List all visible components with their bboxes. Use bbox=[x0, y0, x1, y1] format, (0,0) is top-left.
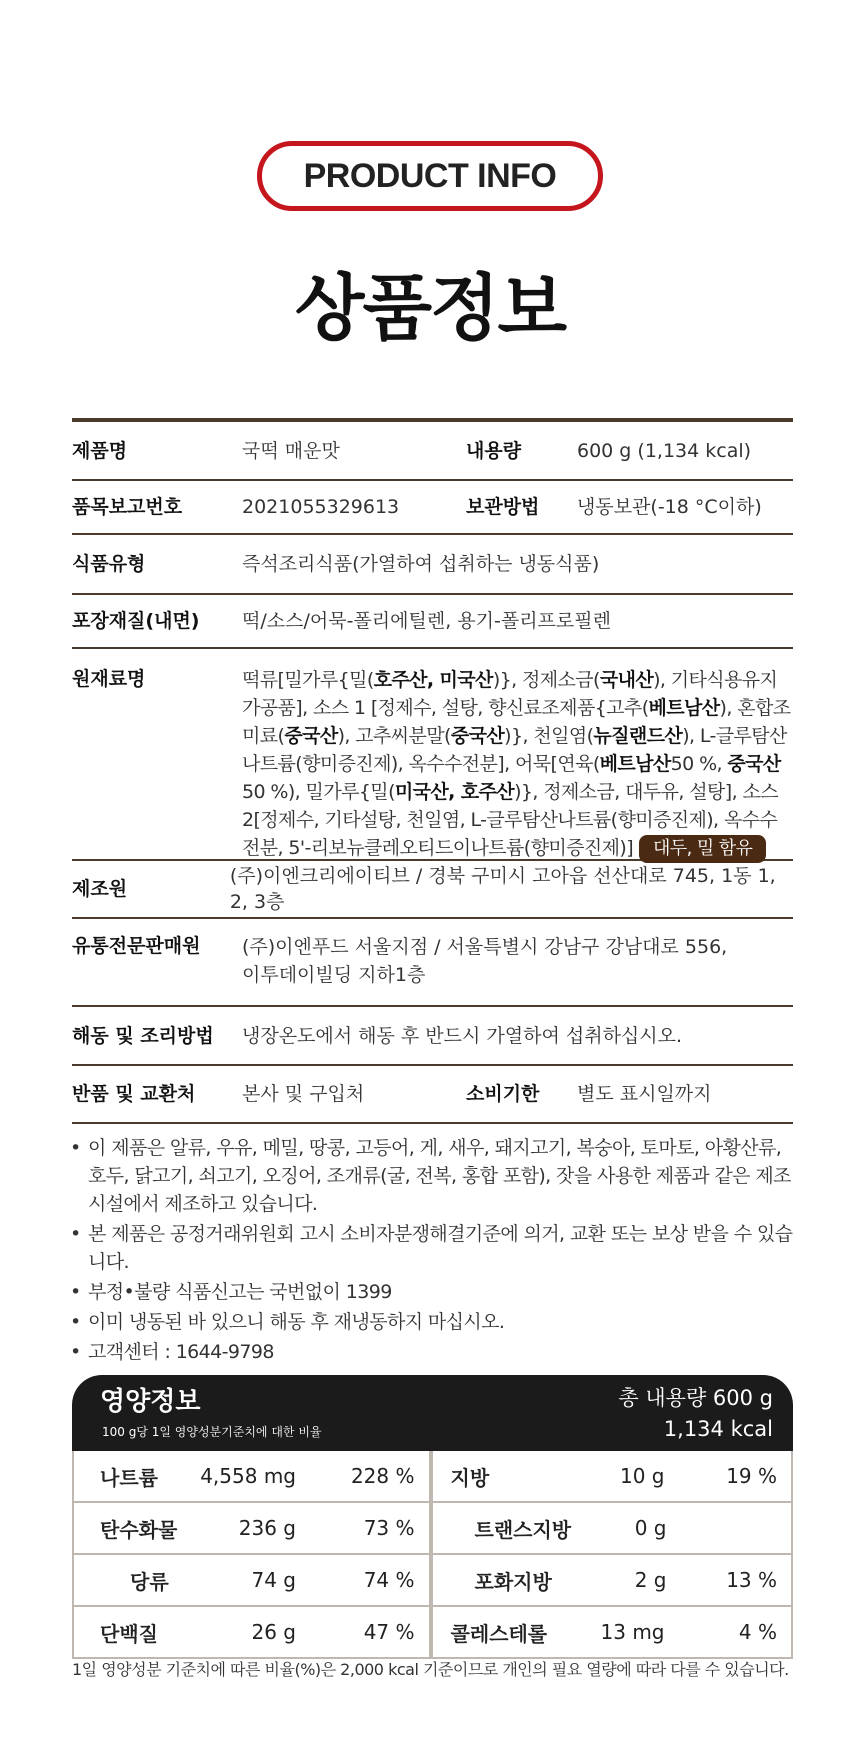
nutrient-percent: 19 % bbox=[726, 1464, 777, 1488]
nutrient-percent: 228 % bbox=[350, 1464, 415, 1488]
page-title: 상품정보 bbox=[294, 266, 566, 350]
nutrient-name: 당류 bbox=[130, 1569, 169, 1594]
cooking-value: 냉장온도에서 해동 후 반드시 가열하여 섭취하십시오. bbox=[242, 1024, 683, 1047]
ingredients-label: 원재료명 bbox=[72, 668, 146, 690]
return-value: 본사 및 구입처 bbox=[242, 1083, 365, 1105]
nutrient-percent: 13 % bbox=[726, 1568, 777, 1592]
nutrition-grid bbox=[72, 1451, 793, 1659]
product-name-label: 제품명 bbox=[72, 439, 128, 462]
nutrition-subtitle: 100 g당 1일 영양성분기준치에 대한 비율 bbox=[102, 1425, 322, 1439]
nutrition-footnote: 1일 영양성분 기준치에 따른 비율(%)은 2,000 kcal 기준이므로 개인의 필요 열량에 따라 다를 수 있습니다. bbox=[72, 1660, 789, 1679]
nutrient-percent: 47 % bbox=[363, 1620, 415, 1644]
nutrient-amount: 0 g bbox=[634, 1516, 667, 1540]
info-row-distributor bbox=[72, 919, 793, 1007]
ingredients-value: 떡류[밀가루{밀(호주산, 미국산)}, 정제소금(국내산), 기타식용유지가공품], 소스 1 [정제수, 설탕, 향신료조제품{고추(베트남산), 혼합조미료(중국산), 고추씨분말(중국산)}, 천일염(뉴질랜드산), L-글루탐산나트륨(향미증진제), 옥수수전분], 어묵[연육(베트남산50 %, 중국산50 %), 밀가루{밀(미국산, 호주산)}, 정제소금, 대두유, 설탕], 소스 2[정제수, 기타설탕, 천일염, L-글루탐산나트륨(향미증진제), 옥수수전분, 5'-리보뉴클레오티드이나트륨(향미증진제)] 대두, 밀 함유 bbox=[242, 666, 793, 863]
info-row-food-type bbox=[72, 535, 793, 595]
volume-label: 내용량 bbox=[466, 439, 522, 462]
return-label: 반품 및 교환처 bbox=[72, 1083, 196, 1105]
packaging-value: 떡/소스/어묵-폴리에틸렌, 용기-폴리프로필렌 bbox=[242, 610, 611, 632]
info-row-packaging bbox=[72, 595, 793, 649]
food-type-label: 식품유형 bbox=[72, 553, 146, 575]
expiry-label: 소비기한 bbox=[466, 1083, 540, 1105]
info-row-return bbox=[72, 1066, 793, 1124]
nutrient-name: 포화지방 bbox=[474, 1569, 552, 1594]
food-type-value: 즉석조리식품(가열하여 섭취하는 냉동식품) bbox=[242, 553, 600, 575]
notice-item: • 부정•불량 식품신고는 국번없이 1399 bbox=[70, 1278, 800, 1306]
nutrient-name: 지방 bbox=[450, 1465, 490, 1490]
volume-value: 600 g (1,134 kcal) bbox=[577, 439, 752, 462]
info-row-report bbox=[72, 481, 793, 535]
nutrient-name: 나트륨 bbox=[100, 1465, 158, 1490]
manufacturer-value: (주)이엔크리에이티브 / 경북 구미시 고아읍 선산대로 745, 1동 1, 2, 3층 bbox=[229, 865, 776, 913]
nutrient-amount: 236 g bbox=[238, 1516, 296, 1540]
nutrition-facts bbox=[72, 1375, 793, 1659]
nutrient-name: 탄수화물 bbox=[100, 1517, 178, 1542]
info-row-cooking bbox=[72, 1007, 793, 1066]
nutrition-header bbox=[72, 1375, 793, 1451]
notice-item: • 본 제품은 공정거래위원회 고시 소비자분쟁해결기준에 의거, 교환 또는 보상 받을 수 있습니다. bbox=[70, 1220, 800, 1276]
nutrient-sodium bbox=[74, 1451, 433, 1503]
nutrient-name: 콜레스테롤 bbox=[450, 1621, 548, 1646]
allergy-badge: 대두, 밀 함유 bbox=[639, 835, 766, 863]
product-info-badge: PRODUCT INFO bbox=[257, 141, 603, 211]
distributor-line-2: 이투데이빌딩 지하1층 bbox=[242, 964, 426, 986]
nutrient-protein bbox=[74, 1607, 433, 1659]
distributor-value bbox=[242, 933, 727, 989]
nutrient-amount: 4,558 mg bbox=[200, 1464, 296, 1488]
packaging-label: 포장재질(내면) bbox=[72, 610, 200, 632]
nutrient-percent: 73 % bbox=[363, 1516, 415, 1540]
notice-item: • 이미 냉동된 바 있으니 해동 후 재냉동하지 마십시오. bbox=[70, 1308, 800, 1336]
nutrient-sugars bbox=[74, 1555, 433, 1607]
info-row-ingredients bbox=[72, 649, 793, 861]
notice-item: • 고객센터 : 1644-9798 bbox=[70, 1338, 800, 1366]
nutrient-trans-fat bbox=[433, 1503, 792, 1555]
nutrition-title: 영양정보 bbox=[100, 1387, 201, 1417]
nutrient-name: 트랜스지방 bbox=[474, 1517, 572, 1542]
nutrient-amount: 26 g bbox=[251, 1620, 296, 1644]
nutrient-saturated-fat bbox=[433, 1555, 792, 1607]
nutrient-amount: 13 mg bbox=[600, 1620, 665, 1644]
nutrient-carbohydrate bbox=[74, 1503, 433, 1555]
info-row-name bbox=[72, 422, 793, 481]
storage-label: 보관방법 bbox=[466, 496, 540, 518]
manufacturer-label: 제조원 bbox=[72, 878, 128, 900]
nutrient-amount: 2 g bbox=[634, 1568, 667, 1592]
product-info-table bbox=[72, 418, 793, 1124]
report-no-value: 2021055329613 bbox=[242, 496, 400, 518]
product-name-value: 국떡 매운맛 bbox=[242, 439, 340, 462]
nutrient-percent: 4 % bbox=[738, 1620, 777, 1644]
notice-item: • 이 제품은 알류, 우유, 메밀, 땅콩, 고등어, 게, 새우, 돼지고기, 복숭아, 토마토, 아황산류, 호두, 닭고기, 쇠고기, 오징어, 조개류(굴, 전복, 홍합 포함), 잣을 사용한 제품과 같은 제조시설에서 제조하고 있습니다. bbox=[70, 1134, 800, 1218]
report-no-label: 품목보고번호 bbox=[72, 496, 183, 518]
nutrient-fat bbox=[433, 1451, 792, 1503]
nutrient-name: 단백질 bbox=[100, 1621, 158, 1646]
nutrient-amount: 10 g bbox=[619, 1464, 665, 1488]
expiry-value: 별도 표시일까지 bbox=[577, 1083, 712, 1105]
distributor-line-1: (주)이엔푸드 서울지점 / 서울특별시 강남구 강남대로 556, bbox=[242, 936, 728, 958]
storage-value: 냉동보관(-18 °C이하) bbox=[577, 496, 762, 518]
total-kcal: 1,134 kcal bbox=[663, 1417, 773, 1441]
nutrient-cholesterol bbox=[433, 1607, 792, 1659]
nutrient-amount: 74 g bbox=[251, 1568, 296, 1592]
info-row-manufacturer bbox=[72, 861, 793, 919]
nutrient-percent: 74 % bbox=[363, 1568, 415, 1592]
total-volume: 총 내용량 600 g bbox=[618, 1386, 773, 1410]
nutrition-total bbox=[618, 1383, 773, 1445]
distributor-label: 유통전문판매원 bbox=[72, 935, 201, 957]
notice-list bbox=[70, 1134, 800, 1368]
cooking-label: 해동 및 조리방법 bbox=[72, 1024, 214, 1047]
